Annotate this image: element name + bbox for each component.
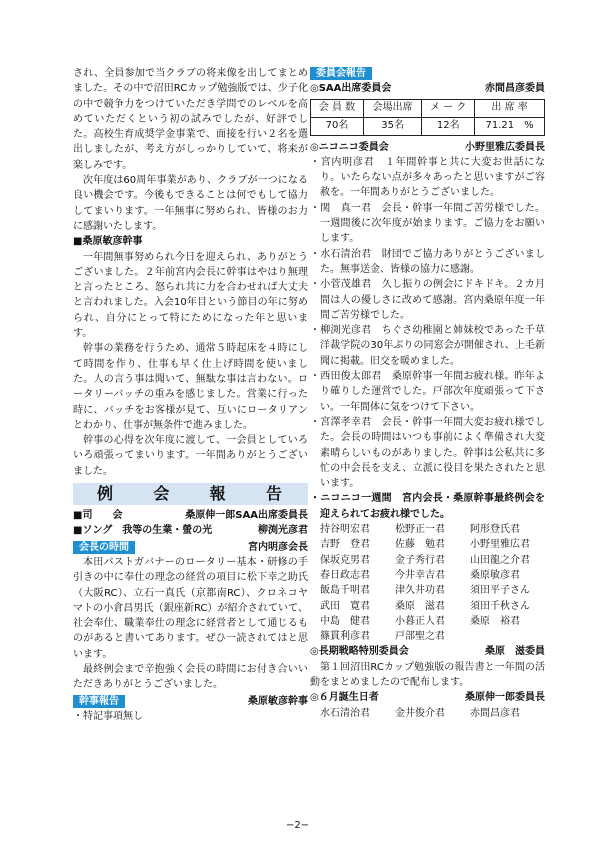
list-item: 金井俊介君 xyxy=(395,707,445,719)
attendance-value-cell: 71.21 % xyxy=(475,117,545,135)
birthday-header: ◎６月誕生日者 桑原伸一郎委員長 xyxy=(310,692,545,704)
committee-report-label: 委員会報告 xyxy=(310,67,372,80)
kuwabara-paragraph-1: 一年間無事努められ今日を迎えられ、ありがとうございました。２年前宮内会長に幹事はやはり無理と言ったところ、怒られ共に力を合わせれば大丈夫と言われました。入会10年目という節目の年に努められ、自分にとって特にためになった年と思います。 xyxy=(73,251,308,340)
attendance-header-cell: メ ー ク xyxy=(422,99,475,117)
list-item xyxy=(470,629,545,644)
service-line-song: ■ソング 我等の生業・螢の光 柳渕光彦君 xyxy=(73,525,308,537)
banner-char: 例 xyxy=(97,484,116,504)
service-line-chair: ■司 会 桑原伸一郎SAA出席委員長 xyxy=(73,510,308,522)
attendance-table xyxy=(310,99,545,136)
attendance-value-cell: 70名 xyxy=(311,117,364,135)
nikoniko-header: ◎ニコニコ委員会 小野里雅広委員長 xyxy=(310,141,545,153)
secretary-report-header xyxy=(73,694,308,709)
longterm-header: ◎長期戦略特別委員会 桑原 滋委員 xyxy=(310,646,545,658)
list-item: 持谷明宏君 xyxy=(320,524,370,536)
birthday-member-list xyxy=(310,706,545,721)
list-item: 山田龍之介君 xyxy=(470,554,530,566)
president-name: 宮内明彦会長 xyxy=(248,541,308,553)
list-item: 水石清治君 xyxy=(320,707,370,719)
list-item: 保坂克男君 xyxy=(320,554,370,566)
list-item: ・柳渕光彦君 ちぐさ幼稚園と姉妹校であった千草洋裁学院の30年ぶりの同窓会が開催され、上毛新聞に掲載。旧交を暖めました。 xyxy=(310,325,545,367)
left-column xyxy=(73,66,308,724)
kuwabara-paragraph-2: 幹事の業務を行うため、通常５時起床を４時にして時間を作り、仕事も早く仕上げ時間を使いました。人の言う事は聞いて、無駄な事は言わない。ロータリーバッチの重みを感じました。営業に行った時に、バッチをお客様が見て、互いにロータリアンとわかり、仕事が無条件で進みました。 xyxy=(73,343,308,431)
longterm-text: 第１回沼田RCカップ勉強版の報告書と一年間の活動をまとめましたので配布します。 xyxy=(310,661,545,688)
secretary-report-label: 幹事報告 xyxy=(73,695,125,708)
list-item: 佐藤 勉君 xyxy=(395,539,445,551)
list-item: 戸部聖之君 xyxy=(395,631,445,643)
banner-char: 告 xyxy=(265,484,284,504)
meeting-report-banner xyxy=(73,483,308,505)
list-item: 桑原敏彦君 xyxy=(470,569,520,581)
list-item: 金子秀行君 xyxy=(395,554,445,566)
right-column xyxy=(310,66,545,721)
list-item: ・宮澤孝幸君 会長・幹事一年間大変お疲れ様でした。会長の時間はいつも事前によく準備され大変素晴らしいものがありました。幹事は公私共に多忙の中会長を支え、立派に役目を果たされたと思います。 xyxy=(310,416,545,490)
list-item: 松野正一君 xyxy=(395,524,445,536)
list-item: 須田平子さん xyxy=(470,585,530,597)
list-item: 須田千秋さん xyxy=(470,600,530,612)
attendance-header-cell: 出 席 率 xyxy=(475,99,545,117)
nikoniko-week-heading: ・ニコニコ一週間 宮内会長・桑原幹事最終例会を迎えられてお疲れ様でした。 xyxy=(310,493,545,520)
list-item: 吉野 登君 xyxy=(320,539,370,551)
president-paragraph-1: 本田パストガバナーのロータリー基本・研修の手引きの中に奉仕の理念の経営の項目に松下幸之助氏（大阪RC）、立石一真氏（京都南RC）、クロネコヤマトの小倉昌男氏（銀座新RC）が紹介されていて、社会奉仕、職業奉仕の理念に経営者として通じるものがあると書いてあります。ぜひ一読されてはと思います。 xyxy=(73,556,308,660)
list-item: 阿形登氏君 xyxy=(470,524,520,536)
list-item: ・小菅茂雄君 久し振りの例会にドキドキ。２カ月間は人の優しさに改めて感謝。宮内桑原年度一年間ご苦労様でした。 xyxy=(310,279,545,321)
secretary-item: ・特記事項無し xyxy=(73,710,143,722)
intro-paragraph-2: 次年度は60周年事業があり、クラブが一つになる良い機会です。今後もできることは何でもして協力してまいります。一年無事に努められ、皆様のお力に感謝いたします。 xyxy=(73,175,308,232)
president-time-label: 会長の時間 xyxy=(73,541,135,554)
list-item: 武田 寛君 xyxy=(320,600,370,612)
list-item: 赤間昌彦君 xyxy=(470,707,520,719)
list-item: 篠貫利彦君 xyxy=(320,631,370,643)
president-time-header xyxy=(73,540,308,555)
attendance-value-cell: 12名 xyxy=(422,117,475,135)
president-paragraph-2: 最終例会まで辛抱強く会長の時間にお付き合いいただきありがとうございました。 xyxy=(73,663,308,691)
attendance-header-cell: 会場出席 xyxy=(364,99,422,117)
list-item: 桑原 滋君 xyxy=(395,600,445,612)
saa-header: ◎SAA出席委員会 赤間昌彦委員 xyxy=(310,83,545,95)
list-item: 飯島千明君 xyxy=(320,585,370,597)
list-item: ・西田俊太郎君 桑原幹事一年間お疲れ様。昨年より確りした運営でした。戸部次年度頑張って下さい。一年間体に気をつけて下さい。 xyxy=(310,371,545,413)
list-item: ・水石清治君 財団でご協力ありがとうございました。無事送金、皆様の協力に感謝。 xyxy=(310,248,545,275)
list-item: 春日政志君 xyxy=(320,569,370,581)
list-item: 中島 健君 xyxy=(320,615,370,627)
banner-char: 報 xyxy=(209,484,228,504)
banner-char: 会 xyxy=(153,484,172,504)
list-item: ・関 真一君 会長・幹事一年間ご苦労様でした。一週間後に次年度が始まります。ご協力をお願いします。 xyxy=(310,202,545,245)
intro-paragraph-1: され、全員参加で当クラブの将来像を出してまとめました。その中で沼田RCカップ勉強版では、少子化の中で競争力をつけていただき学問でのレベルを高めていただくという初の試みでしたが、好評でした。高校生育成奨学金事業で、面接を行い２名を選出しましたが、考え方がしっかりしていて、将来が楽しみです。 xyxy=(73,68,308,171)
kuwabara-paragraph-3: 幹事の心得を次年度に渡して、一会員としていろいろ頑張ってまいります。一年間ありがとうございました。 xyxy=(73,435,308,477)
list-item: 津久井功君 xyxy=(395,585,445,597)
page-number: −2− xyxy=(285,820,310,831)
table-row xyxy=(311,99,545,117)
list-item: ・宮内明彦君 １年間幹事と共に大変お世話になり。いたらない点が多々あったと思いますがご容赦を。一年間ありがとうございました。 xyxy=(310,156,545,199)
list-item: 小暮正人君 xyxy=(395,615,445,627)
attendance-value-cell: 35名 xyxy=(364,117,422,135)
secretary-name: 桑原敏彦幹事 xyxy=(248,695,308,707)
member-list xyxy=(310,522,545,644)
kuwabara-heading: ■桑原敏彦幹事 xyxy=(73,236,143,248)
list-item: 今井幸吉君 xyxy=(395,569,445,581)
table-row xyxy=(311,117,545,135)
attendance-header-cell: 会 員 数 xyxy=(311,99,364,117)
list-item: 桑原 裕君 xyxy=(470,615,520,627)
list-item: 小野里雅広君 xyxy=(470,539,530,551)
